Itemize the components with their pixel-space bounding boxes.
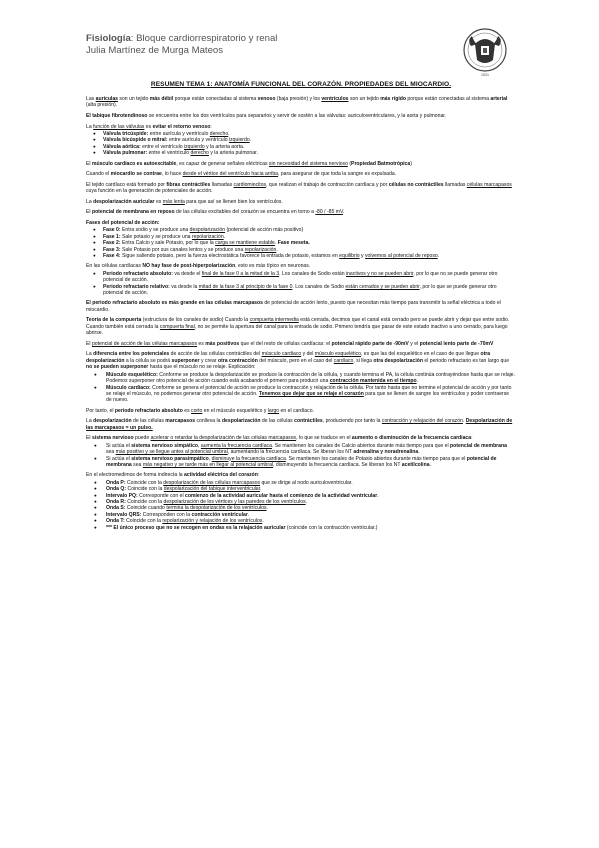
list-item: ● Periodo refractario absoluto: va desde el final de la fase 0 a la mitad de la 3. Los canales de Sodio están inactivos y no se pueden abrir, por lo que no se puede generar otro potencial de acción. — [103, 271, 516, 284]
list-item: ● Músculo esquelético: Conforme se produce la despolarización se produce la contracción de la célula, y cuando termina el PA, la célula continúa contrayéndose hasta que se relaje. Podemos superponer otro potencial de acción cuando está acabando el primero para producir una contracción mantenida en el tiempo. — [106, 372, 516, 385]
paragraph-refractory-pacemaker: El periodo refractario absoluto es más grande en las células marcapasos de potencial de acción lento, puesto que necesitan más tiempo para transmitir la señal eléctrica a todo el miocardio. — [86, 300, 501, 313]
paragraph-valves-function: La función de las válvulas es evitar el retorno venoso: — [86, 123, 212, 130]
paragraph-contraction: Cuando el miocardio se contrae, lo hace desde el vértice del ventrículo hacia arriba, para asegurar de que toda la sangre es expulsada. — [86, 171, 397, 178]
page-header — [86, 33, 516, 57]
list-item: ● Periodo refractario relativo: va desde la mitad de la fase 3 al principio de la fase 0. Los canales de Sodio están cerrados y se pueden abrir, por lo que se puede generar otro potencial de acción. — [103, 284, 516, 297]
list-item: ● Onda T: Coincide con la repolarización y relajación de los ventrículos. — [106, 518, 516, 524]
list-item: ● Onda P: Coincide con la despolarización de las células marcapasos que se dirige al nodo auriculoventricular. — [106, 480, 516, 486]
list-item: ● Válvula pulmonar: entre el ventrículo derecho y la arteria pulmonar. — [103, 150, 516, 156]
paragraph-atria-ventricles: Las aurículas son un tejido más débil porque están conectadas al sistema venoso (baja presión) y los ventrículos son un tejido más rígido porque están conectadas al sistema arterial (alta presión). — [86, 96, 508, 109]
list-item: ● Fase 1: Sale potasio y se produce una repolarización. — [103, 234, 516, 240]
list-item: ● Si actúa el sistema nervioso parasimpático, disminuye la frecuencia cardíaca. Se mantienen los canales de Potasio abiertos durante más tiempo para que el potencial de membrana sea más negativo y se tarde más en llegar al potencial umbral, disminuyendo la frecuencia cardíaca. Se liberan los NT acetilcolina. — [106, 456, 516, 469]
muscle-list — [86, 372, 516, 404]
course-title: Fisiología: Bloque cardiorrespiratorio y renal — [86, 33, 278, 44]
list-item: ● *** El único proceso que no se recogen en ondas es la relajación auricular (coincide con la contracción ventricular.) — [106, 525, 516, 531]
paragraph-gate-theory: Teoría de la compuerta (estructura de los canales de sodio) Cuando la compuerta intermedia está cerrada, decimos que el canal está cerrado pero se puede abrir y dejar que entre sodio. Cuando también está cerrada la compuerta final, no se permite la apertura del canal para la entrada de sodio. Primero tendría que pasar de este estado inactivo a uno cerrado, para luego abrirse. — [86, 317, 510, 337]
paragraph-septum: El tabique fibrotendinoso se encuentra entre los dos ventrículos para separarlos y servir de sostén a las válvulas: auriculoventriculares, y la aorta y pulmonar. — [86, 113, 447, 119]
paragraph-potential-difference: La diferencia entre los potenciales de acción de las células contráctiles del músculo cardiaco y del músculo esquelético, es que las del esquelético en el caso de que llegue otra despolarización a la célula se podrá superponer y crear otra contracción del músculo, pero en el caso del cardíaco, si llega otra despolarización el periodo refractario es tan largo que no se pueden superponer hasta que el músculo no se relaje. Explicación: — [86, 351, 510, 371]
document-title: RESUMEN TEMA 1: ANATOMÍA FUNCIONAL DEL CORAZÓN. PROPIEDADES DEL MIOCARDIO. — [150, 81, 452, 88]
paragraph-atrial-depolarization: La despolarización auricular es más lenta para que así se llenen bien los ventrículos. — [86, 198, 283, 205]
university-seal-logo — [462, 26, 508, 78]
paragraph-resting-potential: El potencial de membrana en reposo de las células excitables del corazón se encuentra en torno a -80 / -85 mV. — [86, 209, 345, 216]
author-name: Julia Martínez de Murga Mateos — [86, 45, 224, 56]
document-body — [86, 96, 516, 535]
list-item: ● Válvula tricúspide: entre aurícula y ventrículo derecho. — [103, 131, 516, 137]
paragraph-nervous-system: El sistema nervioso puede acelerar o retardar la despolarización de las células marcapasos, lo que se traduce en el aumento o disminución de la frecuencia cardíaca: — [86, 435, 473, 442]
paragraph-pacemaker-potential: El potencial de acción de las células marcapasos es más positivos que el del resto de células cardíacas: el potencial rápido parte de -90mV y el potencial lento parte de -70mV — [86, 340, 494, 347]
list-item: ● Fase 2: Entra Calcio y sale Potasio, por lo que la carga se mantiene estable. Fase meseta. — [103, 240, 516, 246]
paragraph-autoexcitable: El músculo cardíaco es autoexcitable, es capaz de generar señales eléctricas sin necesidad del sistema nervioso (Propiedad Batmotrópica) — [86, 160, 412, 167]
list-item: ● Válvula aórtica: entre el ventrículo izquierdo y la arteria aorta. — [103, 144, 516, 150]
paragraph-ecg: En el electromedimos de forma indirecta la actividad eléctrica del corazón: — [86, 472, 260, 479]
valves-list — [86, 131, 516, 157]
paragraph-phases-heading: Fases del potencial de acción: — [86, 220, 160, 226]
paragraph-refractory-summary: Por tanto, el periodo refractario absoluto es corto en el músculo esquelético y largo en el cardíaco. — [86, 407, 314, 414]
list-item: ● Fase 4: Sigue saliendo potasio, pero la fuerza electrostática favorece la entrada de potasio, estamos en equilibrio y volvemos al potencial de reposo. — [103, 253, 516, 259]
list-item: ● Onda R: Coincide con la despolarización de los vértices y las paredes de los ventrículos. — [106, 499, 516, 505]
paragraph-pacemaker-depolarization: La despolarización de las células marcapasos conlleva la despolarización de las células contráctiles, produciendo por tanto la contracción y relajación del corazón. Despolarización de las marcapasos = un pulso. — [86, 418, 513, 431]
list-item: ● Intervalo QRS: Corresponden con la contracción ventricular. — [106, 512, 516, 518]
phases-list — [86, 227, 516, 259]
list-item: ● Onda S: Coincide cuando termina la despolarización de los ventrículos. — [106, 505, 516, 511]
ecg-waves-list — [86, 480, 516, 531]
paragraph-tissue: El tejido cardíaco está formado por fibras contráctiles llamadas cardiomiocitos, que realizan el trabajo de contracción cardíaca y por células no contráctiles llamadas células marcapasos cuya función en la generación de potenciales de acción. — [86, 181, 512, 195]
list-item: ● Intervalo PQ: Corresponde con el comienzo de la actividad auricular hasta el comienzo de la actividad ventricular. — [106, 493, 516, 499]
nervous-list — [86, 443, 516, 469]
refractory-list — [86, 271, 516, 297]
list-item: ● Músculo cardíaco: Conforme se genera el potencial de acción se produce la contracción y relajación de la célula. Por tanto hasta que no termine el potencial de acción y por tanto se relaje el músculo, no podemos generar otro potencial de acción. Tenemos que dejar que se relaje el corazón para que se llenen de sangre los ventrículos y poder contraerse de nuevo. — [106, 385, 516, 404]
list-item: ● Fase 0: Entra sodio y se produce una despolarización (potencial de acción más positivo) — [103, 227, 516, 233]
list-item: ● Si actúa el sistema nervioso simpático, aumenta la frecuencia cardíaca. Se mantienen los canales de Calcio abiertos durante más tiempo para que el potencial de membrana sea más positivo y se llegue antes al potencial umbral, aumentando la frecuencia cardíaca. Se liberan los NT adrenalina y noradrenalina. — [106, 443, 516, 456]
list-item: ● Válvula bicúspide o mitral: entre aurícula y ventrículo izquierdo. — [103, 137, 516, 143]
list-item: ● Fase 3: Sale Potasio por sus canales lentos y se produce una repolarización. — [103, 247, 516, 253]
list-item: ● Onda Q: Coincide con la despolarización del tabique interventricular. — [106, 486, 516, 492]
svg-text:1531: 1531 — [481, 73, 489, 77]
paragraph-no-hyperpolarization: En las células cardíacas NO hay fase de post-hiperpolarización, esto es más típico en neuronas. — [86, 263, 311, 270]
